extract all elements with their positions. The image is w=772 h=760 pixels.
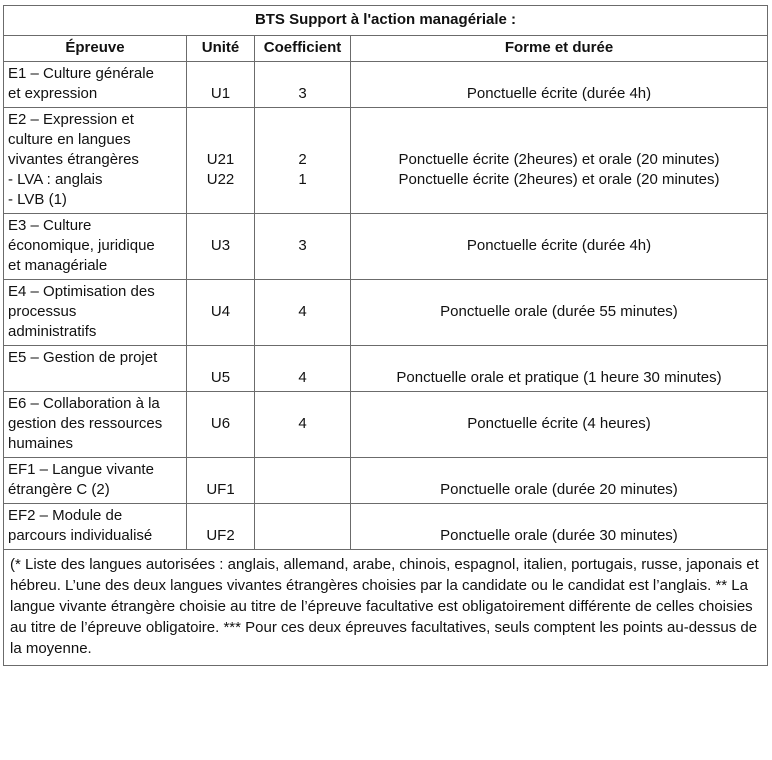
cell-epreuve-line: gestion des ressources [8, 415, 163, 432]
cell-epreuve [4, 346, 187, 392]
table-row [4, 280, 768, 346]
cell-epreuve [4, 62, 187, 108]
cell-epreuve-line: EF1 – Langue vivante [8, 461, 154, 478]
table-row [4, 62, 768, 108]
cell-epreuve-line: - LVA : anglais [8, 171, 103, 188]
cell-unite-line [191, 348, 250, 368]
cell-forme-duree-line [355, 506, 763, 526]
cell-coefficient-line [259, 526, 346, 546]
cell-unite-line [191, 394, 250, 414]
cell-unite-line: U1 [210, 85, 231, 102]
cell-forme-duree [351, 392, 768, 458]
footnote-row [4, 550, 768, 666]
table-body [4, 62, 768, 550]
cell-unite-line [191, 64, 250, 84]
cell-unite-line [191, 460, 250, 480]
cell-forme-duree-line [355, 394, 763, 414]
cell-coefficient-line [259, 110, 346, 130]
table-row [4, 392, 768, 458]
cell-forme-duree-line: Ponctuelle orale (durée 55 minutes) [440, 303, 678, 320]
cell-coefficient [255, 458, 351, 504]
cell-unite-line: U21 [206, 151, 235, 168]
cell-unite [187, 346, 255, 392]
header-forme-duree: Forme et durée [351, 36, 768, 62]
cell-coefficient-line [259, 460, 346, 480]
cell-coefficient [255, 214, 351, 280]
cell-unite-line: U6 [210, 415, 231, 432]
cell-forme-duree-line [355, 348, 763, 368]
cell-coefficient-line [259, 480, 346, 500]
cell-coefficient-line: 3 [298, 237, 307, 254]
header-unite: Unité [187, 36, 255, 62]
table-row [4, 214, 768, 280]
cell-unite-line: U3 [210, 237, 231, 254]
cell-epreuve-line: humaines [8, 435, 74, 452]
cell-coefficient [255, 346, 351, 392]
header-coefficient: Coefficient [255, 36, 351, 62]
cell-unite [187, 214, 255, 280]
table-row [4, 108, 768, 214]
cell-unite-line [191, 110, 250, 130]
cell-coefficient-line: 2 [298, 151, 307, 168]
cell-forme-duree [351, 108, 768, 214]
cell-coefficient [255, 280, 351, 346]
table-row [4, 504, 768, 550]
cell-coefficient-line [259, 394, 346, 414]
cell-forme-duree [351, 504, 768, 550]
cell-epreuve [4, 280, 187, 346]
cell-forme-duree-line: Ponctuelle écrite (durée 4h) [466, 237, 652, 254]
cell-unite-line [191, 130, 250, 150]
cell-epreuve-line: économique, juridique [8, 237, 155, 254]
cell-forme-duree-line [355, 130, 763, 150]
cell-epreuve-line: et expression [8, 85, 98, 102]
cell-unite [187, 392, 255, 458]
cell-coefficient-line: 1 [298, 171, 307, 188]
cell-forme-duree-line: Ponctuelle orale et pratique (1 heure 30 minutes) [396, 369, 722, 386]
cell-epreuve-line: E2 – Expression et [8, 111, 134, 128]
exam-table [3, 5, 768, 666]
table-row [4, 458, 768, 504]
cell-epreuve-line: administratifs [8, 323, 97, 340]
cell-coefficient-line [259, 506, 346, 526]
cell-unite [187, 280, 255, 346]
cell-coefficient [255, 392, 351, 458]
cell-coefficient [255, 62, 351, 108]
cell-epreuve-line: - LVB (1) [8, 191, 67, 208]
cell-epreuve-line: E6 – Collaboration à la [8, 395, 160, 412]
exam-table-wrapper [3, 5, 768, 666]
cell-epreuve-line: E3 – Culture [8, 217, 92, 234]
cell-unite [187, 62, 255, 108]
footnote: (* Liste des langues autorisées : anglais, allemand, arabe, chinois, espagnol, italien, portugais, russe, japonais et hébreu. L’une des deux langues vivantes étrangères choisies par la candidate ou le candidat est l’anglais. ** La langue vivante étrangère choisie au titre de l’épreuve facultative est obligatoirement différente de celles choisies au titre de l’épreuve obligatoire. *** Pour ces deux épreuves facultatives, seuls comptent les points au-dessus de la moyenne. [4, 550, 768, 666]
cell-forme-duree [351, 458, 768, 504]
cell-forme-duree-line [355, 216, 763, 236]
cell-epreuve-line: E4 – Optimisation des [8, 283, 155, 300]
cell-forme-duree [351, 280, 768, 346]
header-row [4, 36, 768, 62]
cell-epreuve-line: parcours individualisé [8, 527, 153, 544]
cell-forme-duree-line [355, 282, 763, 302]
cell-unite-line: U22 [206, 171, 235, 188]
cell-unite-line [191, 506, 250, 526]
cell-forme-duree [351, 346, 768, 392]
cell-coefficient-line [259, 348, 346, 368]
title-row [4, 6, 768, 36]
cell-epreuve [4, 458, 187, 504]
cell-coefficient [255, 504, 351, 550]
cell-epreuve-line: culture en langues [8, 131, 131, 148]
cell-epreuve-line: E1 – Culture générale [8, 65, 154, 82]
cell-forme-duree-line: Ponctuelle écrite (2heures) et orale (20 minutes) [398, 171, 720, 188]
cell-forme-duree-line: Ponctuelle orale (durée 30 minutes) [440, 527, 678, 544]
cell-coefficient-line [259, 64, 346, 84]
cell-forme-duree [351, 214, 768, 280]
cell-forme-duree-line [355, 64, 763, 84]
cell-forme-duree-line: Ponctuelle écrite (2heures) et orale (20 minutes) [398, 151, 720, 168]
cell-epreuve-line: étrangère C (2) [8, 481, 110, 498]
cell-coefficient-line [259, 282, 346, 302]
header-epreuve: Épreuve [4, 36, 187, 62]
cell-coefficient-line [259, 216, 346, 236]
cell-epreuve [4, 108, 187, 214]
cell-unite-line: U5 [210, 369, 231, 386]
cell-coefficient-line: 4 [298, 369, 307, 386]
cell-unite [187, 108, 255, 214]
cell-forme-duree-line: Ponctuelle orale (durée 20 minutes) [440, 481, 678, 498]
cell-coefficient-line [259, 130, 346, 150]
cell-epreuve [4, 504, 187, 550]
cell-epreuve-line: processus [8, 303, 77, 320]
cell-epreuve-line: E5 – Gestion de projet [8, 349, 158, 366]
cell-coefficient-line: 3 [298, 85, 307, 102]
cell-epreuve-line: et managériale [8, 257, 108, 274]
cell-coefficient [255, 108, 351, 214]
cell-forme-duree [351, 62, 768, 108]
cell-forme-duree-line: Ponctuelle écrite (durée 4h) [466, 85, 652, 102]
cell-epreuve-line: vivantes étrangères [8, 151, 139, 168]
cell-unite-line: U4 [210, 303, 231, 320]
cell-unite-line: UF1 [206, 481, 235, 498]
cell-forme-duree-line: Ponctuelle écrite (4 heures) [467, 415, 651, 432]
cell-unite [187, 504, 255, 550]
cell-epreuve [4, 392, 187, 458]
cell-unite-line [191, 216, 250, 236]
cell-epreuve [4, 214, 187, 280]
cell-forme-duree-line [355, 110, 763, 130]
cell-unite-line: UF2 [206, 527, 235, 544]
cell-unite-line [191, 282, 250, 302]
cell-unite [187, 458, 255, 504]
cell-coefficient-line: 4 [298, 303, 307, 320]
cell-forme-duree-line [355, 460, 763, 480]
table-title: BTS Support à l'action managériale : [4, 6, 768, 36]
cell-epreuve-line: EF2 – Module de [8, 507, 123, 524]
cell-coefficient-line: 4 [298, 415, 307, 432]
table-row [4, 346, 768, 392]
